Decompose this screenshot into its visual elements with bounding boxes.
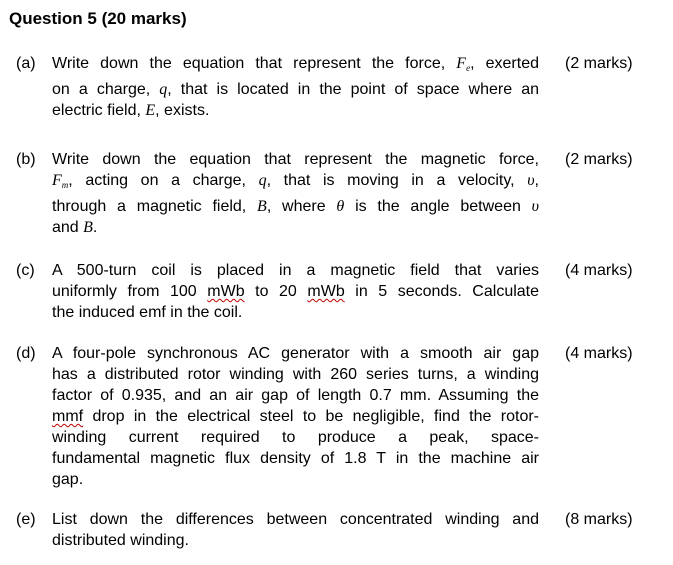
marks-label: (8 marks) — [565, 511, 633, 528]
question-text — [52, 260, 539, 323]
text-line: through a magnetic field, B, where θ is the angle between υ — [52, 198, 539, 215]
question-text — [52, 53, 539, 121]
marks-label: (2 marks) — [565, 55, 633, 72]
text-line: Write down the equation that represent the force, $F_e$, exerted — [52, 55, 539, 73]
text-line: the induced emf in the coil. — [52, 304, 243, 321]
question-text — [52, 509, 539, 551]
text-line: fundamental magnetic flux density of 1.8 T in the machine air — [52, 450, 539, 467]
text-line: has a distributed rotor winding with 260 series turns, a winding — [52, 366, 539, 383]
question-text — [52, 343, 539, 490]
text-line: on a charge, q, that is located in the point of space where an — [52, 81, 539, 98]
text-line: and B. — [52, 219, 98, 236]
text-line: gap. — [52, 471, 84, 488]
marks-label: (4 marks) — [565, 345, 633, 362]
question-text — [52, 149, 539, 238]
marks-label: (2 marks) — [565, 151, 633, 168]
marks-label: (4 marks) — [565, 262, 633, 279]
text-line: distributed winding. — [52, 532, 189, 549]
text-line: factor of 0.935, and an air gap of length 0.7 mm. Assuming the — [52, 387, 539, 404]
text-line: electric field, E, exists. — [52, 102, 210, 119]
text-line: A four-pole synchronous AC generator with a smooth air gap — [52, 345, 539, 362]
text-line: A 500-turn coil is placed in a magnetic field that varies — [52, 262, 539, 279]
text-line: uniformly from 100 mWb to 20 mWb in 5 seconds. Calculate — [52, 283, 540, 300]
text-line: $F_m$, acting on a charge, q, that is moving in a velocity, υ, — [52, 172, 539, 190]
question-label: (e) — [16, 511, 36, 528]
text-line: winding current required to produce a peak, space- — [52, 429, 539, 446]
text-line: mmf drop in the electrical steel to be negligible, find the rotor- — [52, 408, 539, 425]
text-line: Write down the equation that represent the magnetic force, — [52, 151, 539, 168]
question-label: (b) — [16, 151, 36, 168]
text-line: List down the differences between concentrated winding and — [52, 511, 539, 528]
question-label: (c) — [16, 262, 35, 279]
question-heading: Question 5 (20 marks) — [9, 9, 187, 28]
question-label: (d) — [16, 345, 36, 362]
question-label: (a) — [16, 55, 36, 72]
